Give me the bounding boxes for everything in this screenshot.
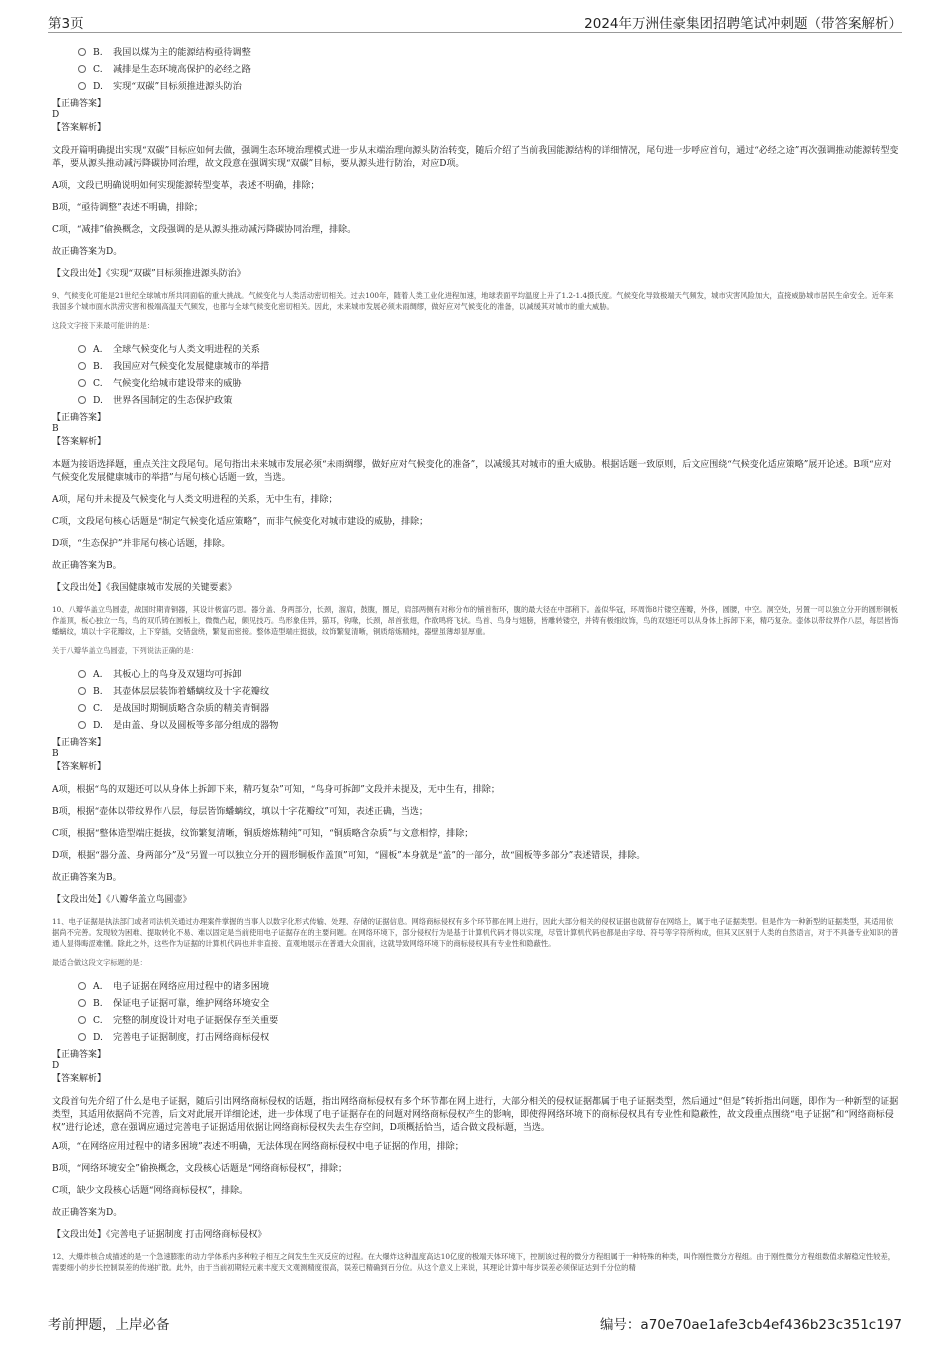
q11-option-a[interactable]: A. 电子证据在网络应用过程中的诸多困境: [78, 978, 900, 995]
q11-conclusion: 故正确答案为D。: [52, 1208, 123, 1218]
radio-icon[interactable]: [78, 362, 86, 370]
q10-answer: B: [52, 749, 59, 759]
q8-reason-b: B项，“亟待调整”表述不明确，排除；: [52, 203, 203, 213]
q11-options: [52, 978, 900, 1046]
q9-source: 【文段出处】《我国健康城市发展的关键要素》: [52, 583, 237, 593]
q10-source: 【文段出处】《八瓣华盖立鸟圆壶》: [52, 895, 192, 905]
document-body: [52, 42, 900, 1273]
q11-option-d[interactable]: D. 完善电子证据制度，打击网络商标侵权: [78, 1029, 900, 1046]
q10-reason-b: B项，根据“壶体以带纹界作八层，每层皆饰蟠螭纹，填以十字花瓣纹”可知，表述正确，当选；: [52, 807, 428, 817]
q10-conclusion: 故正确答案为B。: [52, 873, 122, 883]
q9-option-a[interactable]: A. 全球气候变化与人类文明进程的关系: [78, 341, 900, 358]
q10-option-d[interactable]: D. 是由盖、身以及圆板等多部分组成的器物: [78, 717, 900, 734]
q9-conclusion: 故正确答案为B。: [52, 561, 122, 571]
q12-stem: 12、大爆炸核合成描述的是一个急速膨胀的动力学体系内多种粒子相互之间发生生灭反应的过程。在大爆炸这种温度高达10亿度的极端天体环境下，控制该过程的微分方程组属于一种特殊的种类，叫作刚性微分方程组。由于刚性微分方程组数值求解稳定性较差，需要细小的步长控制误差的传递扩散。此外，由于当前初期轻元素丰度天文观测精度很高，误差已精确到百分位。从这个意义上来说，其理论计算中每步误差必须保证达到千分位的精: [52, 1252, 896, 1272]
q11-option-c[interactable]: C. 完整的制度设计对电子证据保存至关重要: [78, 1012, 900, 1029]
q11-reason-c: C项，缺少文段核心话题“网络商标侵权”，排除。: [52, 1186, 249, 1196]
q8-answer-label: 【正确答案】: [52, 99, 107, 109]
q9-answer: B: [52, 424, 59, 434]
radio-icon[interactable]: [78, 396, 86, 404]
q10-option-c[interactable]: C. 是战国时期铜质略含杂质的精美青铜器: [78, 700, 900, 717]
q11-reason-b: B项，“网络环境安全”偷换概念，文段核心话题是“网络商标侵权”，排除；: [52, 1164, 348, 1174]
q8-conclusion: 故正确答案为D。: [52, 247, 123, 257]
q9-reason-a: A项，尾句并未提及气候变化与人类文明进程的关系，无中生有，排除；: [52, 495, 338, 505]
q10-reason-d: D项，根据“器分盖、身两部分”及“另置一可以独立分开的圆形铜板作盖顶”可知，“圆板”本身就是“盖”的一部分，故“圆板等多部分”表述错误，排除。: [52, 851, 646, 861]
radio-icon[interactable]: [78, 999, 86, 1007]
radio-icon[interactable]: [78, 982, 86, 990]
q8-option-d[interactable]: D. 实现“双碳”目标须推进源头防治: [78, 78, 900, 95]
radio-icon[interactable]: [78, 1016, 86, 1024]
radio-icon[interactable]: [78, 65, 86, 73]
radio-icon[interactable]: [78, 721, 86, 729]
q8-option-c[interactable]: C. 减排是生态环境高保护的必经之路: [78, 61, 900, 78]
q8-analysis-label: 【答案解析】: [52, 123, 107, 133]
q9-options: [52, 341, 900, 409]
q10-option-b[interactable]: B. 其壶体层层装饰着蟠螭纹及十字花瓣纹: [78, 683, 900, 700]
q11-source: 【文段出处】《完善电子证据制度 打击网络商标侵权》: [52, 1230, 267, 1240]
q11-answer: D: [52, 1061, 60, 1071]
q9-analysis-label: 【答案解析】: [52, 437, 107, 447]
radio-icon[interactable]: [78, 704, 86, 712]
radio-icon[interactable]: [78, 1033, 86, 1041]
page-header: [48, 12, 902, 33]
q11-analysis-label: 【答案解析】: [52, 1074, 107, 1084]
q8-analysis: 文段开篇明确提出实现“双碳”目标应如何去做，强调生态环境治理模式进一步从末端治理向源头防治转变，随后介绍了当前我国能源结构的详细情况，尾句进一步呼应首句，通过“必经之途”再次强调推动能源转型变革，要从源头推动减污降碳协同治理，故文段意在强调实现“双碳”目标，要从源头进行防治，对应D项。: [52, 146, 899, 169]
q9-option-d[interactable]: D. 世界各国制定的生态保护政策: [78, 392, 900, 409]
q9-answer-label: 【正确答案】: [52, 413, 107, 423]
q9-reason-d: D项，“生态保护”并非尾句核心话题，排除。: [52, 539, 231, 549]
document-code: 编号：a70e70ae1afe3cb4ef436b23c351c197: [599, 1317, 902, 1333]
q10-option-a[interactable]: A. 其板心上的鸟身及双翅均可拆卸: [78, 666, 900, 683]
q10-answer-label: 【正确答案】: [52, 738, 107, 748]
q10-stem: 10、八瓣华盖立鸟圆壶，战国时期青铜器，其设计极富巧思。器分盖、身两部分，长颈，溜肩，鼓腹，圈足，肩部两侧有对称分布的铺首衔环，腹的最大径在中部稍下。盖似华冠，环周饰8片镂空莲瓣，外侈，圆腰，中空。洞空处，另置一可以独立分开的圆形铜板作盖顶，板心独立一鸟，鸟的双爪铸在圆板上，微微凸起，颇见技巧。鸟形象佳异，猫耳，钩喙，长颈，昂首张翅，作欲鸣将飞状。鸟首、鸟身与翅膀，皆雕转镂空，并铸有极细纹饰，鸟的双翅还可以从身体上拆卸下来，精巧复杂。壶体以带纹界作八层，每层皆饰蟠螭纹，填以十字花瓣纹，上下穿插，交错盘绕，繁复而密接。整体造型端庄挺拔，纹饰繁复清晰，铜质熔炼精纯，器壁虽薄却显厚重。: [52, 605, 899, 636]
q9-stem: 9、气候变化可能是21世纪全球城市所共同面临的重大挑战。气候变化与人类活动密切相关。过去100年，随着人类工业化进程加速，地球表面平均温度上升了1.2-1.4摄氏度。气候变化导致极端天气频发，城市灾害风险加大，直接威胁城市居民生命安全。近年来我国多个城市面水洪涝灾害和极端高温天气频发，也都与全球气候变化密切相关。因此，未来城市发展必须未雨绸缪，做好应对气候变化的准备，以减缓其对城市的重大威胁。: [52, 291, 894, 311]
q11-question: 最适合做这段文字标题的是：: [52, 958, 147, 967]
q8-source: 【文段出处】《实现“双碳”目标须推进源头防治》: [52, 269, 246, 279]
q8-answer: D: [52, 110, 60, 120]
radio-icon[interactable]: [78, 82, 86, 90]
radio-icon[interactable]: [78, 48, 86, 56]
q10-reason-c: C项，根据“整体造型端庄挺拔，纹饰繁复清晰，铜质熔炼精纯”可知，“铜质略含杂质”与文意相悖，排除；: [52, 829, 474, 839]
q9-question: 这段文字接下来最可能讲的是：: [52, 321, 155, 330]
q10-analysis-label: 【答案解析】: [52, 762, 107, 772]
radio-icon[interactable]: [78, 379, 86, 387]
radio-icon[interactable]: [78, 687, 86, 695]
q9-reason-c: C项，文段尾句核心话题是“制定气候变化适应策略”，而非气候变化对城市建设的威胁，排除；: [52, 517, 429, 527]
q11-analysis: 文段首句先介绍了什么是电子证据，随后引出网络商标侵权的话题，指出网络商标侵权有多个环节都在网上进行，大部分相关的侵权证据都属于电子证据类型，然后通过“但是”转折指出问题，即作为一种新型的证据类型，其适用依据尚不完善，后文对此展开详细论述，进一步体现了电子证据存在的问题对网络商标侵权产生的影响，即使得网络环境下的商标侵权具有专业性和隐蔽性，故文段重点围绕“电子证据”和“网络商标侵权”进行论述，意在强调应通过完善电子证据适用依据让网络商标侵权失去生存空间，D项概括恰当，适合做文段标题，当选。: [52, 1097, 899, 1133]
document-title: 2024年万洲佳豪集团招聘笔试冲刺题（带答案解析）: [584, 16, 902, 32]
q10-reason-a: A项，根据“鸟的双翅还可以从身体上拆卸下来，精巧复杂”可知，“鸟身可拆卸”文段并未提及，无中生有，排除；: [52, 785, 500, 795]
q8-options: [52, 44, 900, 95]
q8-reason-c: C项，“减排”偷换概念，文段强调的是从源头推动减污降碳协同治理，排除。: [52, 225, 357, 235]
radio-icon[interactable]: [78, 670, 86, 678]
q9-analysis: 本题为接语选择题，重点关注文段尾句。尾句指出未来城市发展必须“未雨绸缪，做好应对气候变化的准备”，以减缓其对城市的重大威胁。根据话题一致原则，后文应围绕“气候变化适应策略”展开论述。B项“应对气候变化发展健康城市的举措”与尾句核心话题一致，当选。: [52, 460, 892, 483]
q9-option-c[interactable]: C. 气候变化给城市建设带来的威胁: [78, 375, 900, 392]
page-footer: [48, 1313, 902, 1333]
q8-reason-a: A项，文段已明确说明如何实现能源转型变革，表述不明确，排除；: [52, 181, 320, 191]
q8-option-b[interactable]: B. 我国以煤为主的能源结构亟待调整: [78, 44, 900, 61]
q11-answer-label: 【正确答案】: [52, 1050, 107, 1060]
q9-option-b[interactable]: B. 我国应对气候变化发展健康城市的举措: [78, 358, 900, 375]
q11-option-b[interactable]: B. 保证电子证据可靠，维护网络环境安全: [78, 995, 900, 1012]
q10-question: 关于八瓣华盖立鸟圆壶，下列说法正确的是：: [52, 646, 198, 655]
q11-reason-a: A项，“在网络应用过程中的诸多困境”表述不明确，无法体现在网络商标侵权中电子证据的作用，排除；: [52, 1142, 464, 1152]
q11-stem: 11、电子证据是执法部门或者司法机关通过办理案件掌握的当事人以数字化形式传输、处理、存储的证据信息。网络商标侵权有多个环节都在网上进行，因此大部分相关的侵权证据也就留存在网络上，属于电子证据类型。但是作为一种新型的证据类型，其适用依据尚不完善。发现较为困难、提取转化不易、难以固定是当前使用电子证据存在的主要问题。在网络环境下，部分侵权行为是基于计算机代码才得以实现，尽管计算机代码也都是由字母、符号等字符所构成，但其又区别于人类的自然语言，对于不具备专业知识的普通人显得晦涩难懂。除此之外，这些作为证据的计算机代码也并非直接、直观地展示在普通大众面前，这就导致网络环境下的商标侵权具有专业性和隐蔽性。: [52, 917, 899, 948]
q10-options: [52, 666, 900, 734]
footer-motto: 考前押题，上岸必备: [48, 1317, 170, 1333]
page-number: 第3页: [48, 16, 84, 32]
radio-icon[interactable]: [78, 345, 86, 353]
